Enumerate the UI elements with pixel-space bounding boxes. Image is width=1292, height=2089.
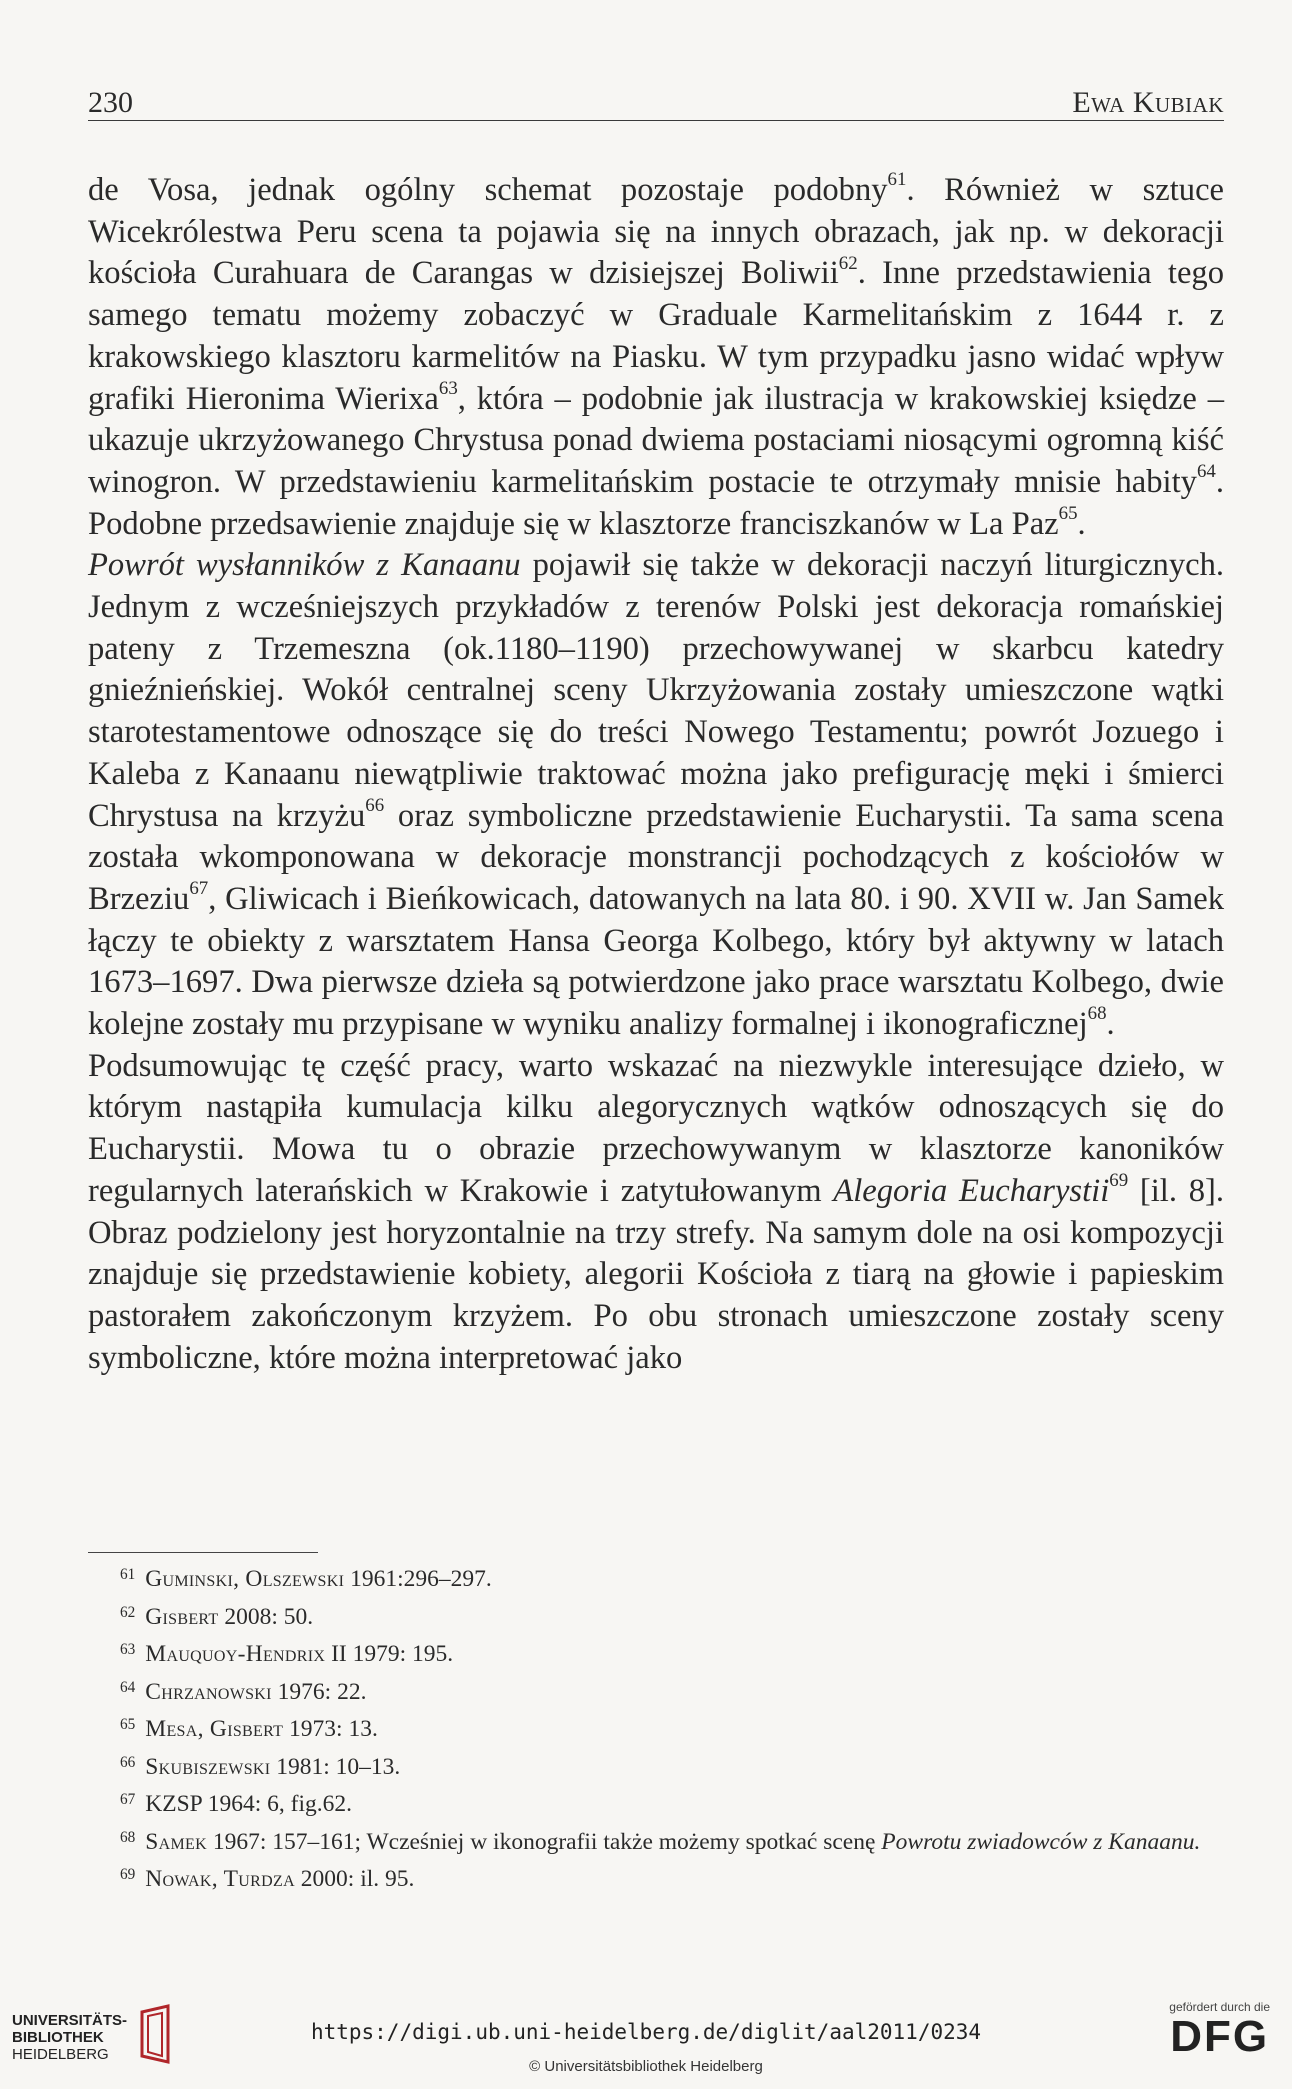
- text-run: . Podobne przedsawienie znajduje się w klasztorze franciszkanów w La Paz: [88, 463, 1224, 542]
- funder-logo[interactable]: [1169, 2000, 1270, 2060]
- italic-title: Powrotu zwiadowców z Kanaanu.: [881, 1828, 1201, 1855]
- cited-author: Skubiszewski: [145, 1753, 271, 1780]
- footnote: [88, 1675, 1224, 1713]
- library-name-line2: BIBLIOTHEK: [12, 2029, 104, 2046]
- text-run: 1976: 22.: [271, 1678, 367, 1705]
- footnotes: [88, 1562, 1224, 1900]
- text-run: oraz symboliczne przedstawienie Eucharystii. Ta sama scena została wkomponowana w dekoracje monstrancji pochodzących z kościołów w Brzeziu: [88, 797, 1224, 917]
- text-run: .: [1077, 505, 1086, 542]
- text-run: , Gliwicach i Bieńkowicach, datowanych na lata 80. i 90. XVII w. Jan Samek łączy te obiekty z warsztatem Hansa Georga Kolbego, który był aktywny w latach 1673–1697. Dwa pierwsze dzieła są potwierdzone jako prace warsztatu Kolbego, dwie kolejne zostały mu przypisane w wyniku analizy formalnej i ikonograficznej: [88, 880, 1224, 1043]
- text-run: 1973: 13.: [283, 1716, 378, 1742]
- funder-note: gefördert durch die: [1169, 2000, 1270, 2014]
- text-run: 2008: 50.: [218, 1603, 314, 1630]
- footnote-ref[interactable]: 65: [1058, 502, 1078, 524]
- footnote-ref[interactable]: 64: [1196, 461, 1216, 483]
- text-run: 1981: 10–13.: [270, 1753, 401, 1780]
- footnote-ref[interactable]: 68: [1087, 1003, 1107, 1025]
- paragraph: [88, 170, 1224, 545]
- text-run: , która – podobnie jak ilustracja w krakowskiej księdze – ukazuje ukrzyżowanego Chrystusa ponad dwiema postaciami niosącymi ogromną kiść winogron. W przedstawieniu karmelitańskim postacie te otrzymały mnisie habity: [88, 380, 1224, 500]
- text-run: 2000: il. 95.: [294, 1866, 415, 1892]
- text-run: . Inne przedstawienia tego samego tematu możemy zobaczyć w Graduale Karmelitańskim z 1644 r. z krakowskiego klasztoru karmelitów na Piasku. W tym przypadku jasno widać wpływ grafiki Hieronima Wierixa: [88, 255, 1224, 417]
- footnote: [88, 1600, 1224, 1638]
- footnote-ref[interactable]: 66: [365, 794, 385, 816]
- library-name-line3: HEIDELBERG: [12, 2046, 109, 2063]
- text-run: KZSP 1964: 6, fig.62.: [145, 1791, 352, 1817]
- cited-author: Samek: [145, 1828, 207, 1855]
- funder-name: DFG: [1170, 2012, 1270, 2061]
- text-run: Podsumowując tę część pracy, warto wskazać na niezwykle interesujące dzieło, w którym nastąpiła kumulacja kilku alegorycznych wątków odnoszących się do Eucharystii. Mowa tu o obrazie przechowywanym w klasztorze kanoników regularnych laterańskich w Krakowie i zatytułowanym: [88, 1047, 1224, 1209]
- footnote: [88, 1862, 1224, 1900]
- document-url-link[interactable]: https://digi.ub.uni-heidelberg.de/diglit/aal2011/0234: [310, 2020, 982, 2044]
- running-header: [88, 80, 1224, 121]
- footnote-number: 64: [120, 1678, 136, 1696]
- footnote: [88, 1712, 1224, 1750]
- footnote: [88, 1637, 1224, 1675]
- text-run: .: [1106, 1006, 1115, 1043]
- cited-author: Nowak, Turdza: [145, 1866, 295, 1892]
- cited-author: Guminski, Olszewski: [145, 1566, 345, 1592]
- text-run: 1961:296–297.: [344, 1566, 492, 1592]
- cited-author: Mesa, Gisbert: [145, 1716, 284, 1742]
- footnote-ref[interactable]: 61: [887, 169, 907, 191]
- footnote-number: 68: [120, 1828, 136, 1846]
- paragraph: [88, 1046, 1224, 1380]
- text-run: [il. 8]. Obraz podzielony jest horyzontalnie na trzy strefy. Na samym dole na osi kompozycji znajduje się przedstawienie kobiety, alegorii Kościoła z tiarą na głowie i papieskim pastorałem zakończonym krzyżem. Po obu stronach umieszczone zostały sceny symboliczne, które można interpretować jako: [88, 1172, 1225, 1376]
- footnote-ref[interactable]: 63: [438, 377, 458, 399]
- page-number: 230: [88, 86, 133, 119]
- footnote-ref[interactable]: 62: [838, 252, 858, 274]
- main-text: [88, 170, 1224, 1379]
- footnote-number: 66: [120, 1753, 136, 1771]
- library-name-line1: UNIVERSITÄTS-: [12, 2012, 128, 2029]
- text-run: . Również w sztuce Wicekrólestwa Peru scena ta pojawia się na innych obrazach, jak np. w dekoracji kościoła Curahuara de Carangas w dzisiejszej Boliwii: [88, 172, 1224, 292]
- text-run: 1967: 157–161; Wcześniej w ikonografii także możemy spotkać scenę: [206, 1828, 882, 1855]
- text-run: pojawił się także w dekoracji naczyń liturgicznych. Jednym z wcześniejszych przykładów z terenów Polski jest dekoracja romańskiej pateny z Trzemeszna (ok.1180–1190) przechowywanej w skarbcu katedry gnieźnieńskiej. Wokół centralnej sceny Ukrzyżowania zostały umieszczone wątki starotestamentowe odnoszące się do treści Nowego Testamentu; powrót Jozuego i Kaleba z Kanaanu niewątpliwie traktować można jako prefigurację męki i śmierci Chrystusa na krzyżu: [88, 547, 1225, 834]
- footnote-number: 63: [120, 1641, 136, 1659]
- text-run: II 1979: 195.: [325, 1641, 454, 1667]
- footnote-number: 65: [120, 1716, 136, 1734]
- text-run: de Vosa, jednak ogólny schemat pozostaje podobny: [88, 172, 888, 208]
- footnote-ref[interactable]: 67: [189, 878, 209, 900]
- footnote: [88, 1750, 1224, 1788]
- footnote-number: 62: [120, 1603, 136, 1621]
- cited-author: Gisbert: [145, 1603, 219, 1630]
- cited-author: Mauquoy-Hendrix: [145, 1641, 326, 1667]
- footnote-number: 61: [120, 1566, 136, 1584]
- copyright-notice: © Universitätsbibliothek Heidelberg: [529, 2058, 763, 2075]
- footnote: [88, 1825, 1224, 1863]
- footnote-number: 69: [120, 1866, 136, 1884]
- footnote-ref[interactable]: 69: [1109, 1170, 1129, 1192]
- running-author: Ewa Kubiak: [1072, 86, 1224, 119]
- footnote: [88, 1562, 1224, 1600]
- paragraph: [88, 545, 1224, 1045]
- footnote-number: 67: [120, 1791, 136, 1809]
- italic-title: Alegoria Eucharystii: [833, 1172, 1110, 1209]
- footnote: [88, 1787, 1224, 1825]
- footnote-separator: [88, 1552, 318, 1553]
- digitization-footer: [0, 1990, 1292, 2089]
- italic-title: Powrót wysłanników z Kanaanu: [88, 547, 521, 584]
- cited-author: Chrzanowski: [145, 1678, 272, 1705]
